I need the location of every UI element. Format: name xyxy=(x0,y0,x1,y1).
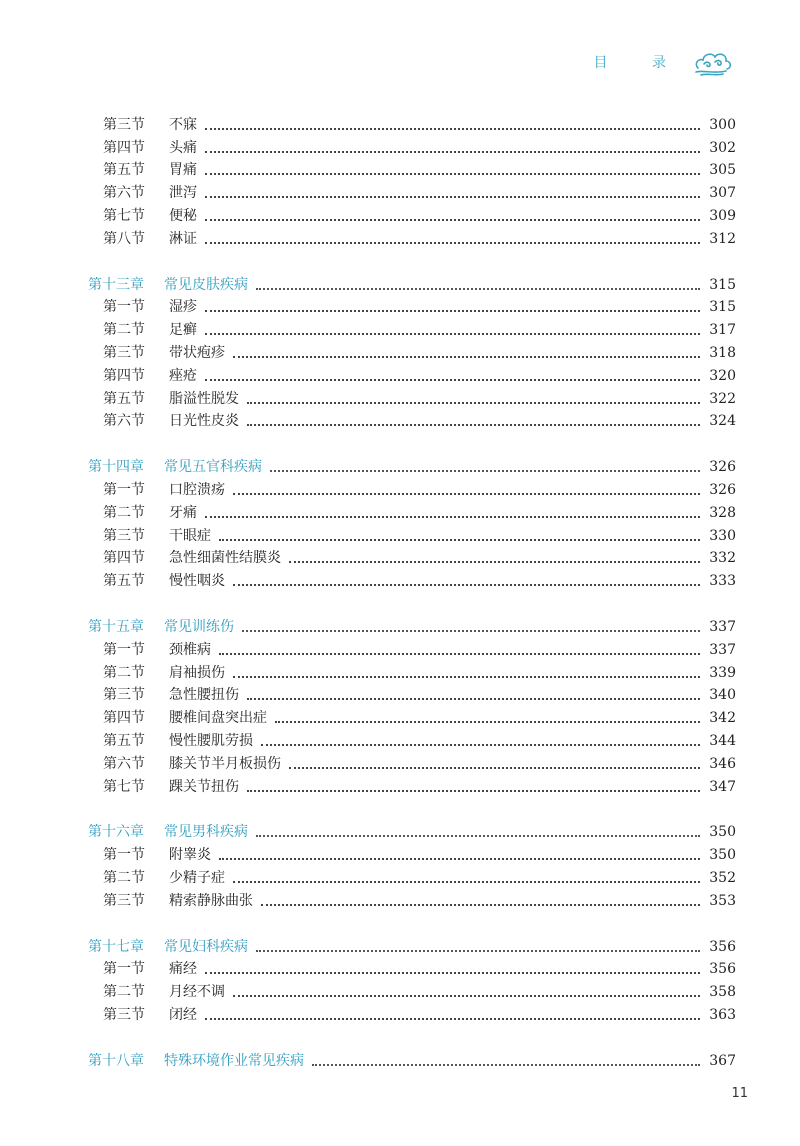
toc-section-entry xyxy=(88,477,736,500)
page-ref: 350 xyxy=(709,824,736,841)
dot-leader xyxy=(256,950,700,952)
toc-section-entry xyxy=(88,1002,736,1025)
page-ref: 312 xyxy=(709,230,736,247)
section-number: 第七节 xyxy=(103,207,145,224)
dot-leader xyxy=(247,790,700,792)
chapter-title: 常见五官科疾病 xyxy=(164,459,262,476)
dot-leader xyxy=(256,835,700,837)
section-number: 第四节 xyxy=(103,367,145,384)
dot-leader xyxy=(219,653,700,655)
section-number: 第四节 xyxy=(103,139,145,156)
chapter-title: 特殊环境作业常见疾病 xyxy=(164,1052,304,1069)
section-title: 慢性咽炎 xyxy=(169,573,225,590)
page-ref: 363 xyxy=(709,1006,736,1023)
toc-section-entry xyxy=(88,295,736,318)
page-ref: 307 xyxy=(709,185,736,202)
header-title: 目 录 xyxy=(593,55,686,71)
section-number: 第二节 xyxy=(103,664,145,681)
toc-section-entry xyxy=(88,409,736,432)
dot-leader xyxy=(205,242,700,244)
page-ref: 309 xyxy=(709,207,736,224)
page-ref: 337 xyxy=(709,618,736,635)
toc-section-entry xyxy=(88,203,736,226)
toc-section-entry xyxy=(88,957,736,980)
section-number: 第三节 xyxy=(103,892,145,909)
dot-leader xyxy=(312,1064,700,1066)
toc-section-entry xyxy=(88,386,736,409)
toc-section-entry xyxy=(88,112,736,135)
dot-leader xyxy=(205,379,700,381)
toc-chapter-entry xyxy=(88,454,736,477)
section-title: 急性腰扭伤 xyxy=(169,687,239,704)
toc-section-entry xyxy=(88,500,736,523)
toc-section-entry xyxy=(88,865,736,888)
section-number: 第四节 xyxy=(103,550,145,567)
page-ref: 320 xyxy=(709,367,736,384)
section-number: 第六节 xyxy=(103,413,145,430)
toc-section-entry xyxy=(88,705,736,728)
section-title: 肩袖损伤 xyxy=(169,664,225,681)
toc-chapter-entry xyxy=(88,934,736,957)
dot-leader xyxy=(256,288,700,290)
section-number: 第一节 xyxy=(103,961,145,978)
page-ref: 339 xyxy=(709,664,736,681)
page-ref: 326 xyxy=(709,459,736,476)
page-ref: 340 xyxy=(709,687,736,704)
toc-section-entry xyxy=(88,340,736,363)
toc-section-entry xyxy=(88,774,736,797)
dot-leader xyxy=(205,173,700,175)
section-number: 第二节 xyxy=(103,322,145,339)
page-ref: 318 xyxy=(709,344,736,361)
section-title: 脂溢性脱发 xyxy=(169,390,239,407)
chapter-number: 第十四章 xyxy=(88,459,144,476)
section-title: 膝关节半月板损伤 xyxy=(169,755,281,772)
dot-leader xyxy=(275,721,700,723)
toc-chapter-entry xyxy=(88,272,736,295)
dot-leader xyxy=(233,676,700,678)
page-ref: 302 xyxy=(709,139,736,156)
section-number: 第二节 xyxy=(103,504,145,521)
dot-leader xyxy=(219,858,700,860)
section-title: 附睾炎 xyxy=(169,847,211,864)
page-ref: 337 xyxy=(709,641,736,658)
section-title: 少精子症 xyxy=(169,869,225,886)
section-number: 第七节 xyxy=(103,778,145,795)
chapter-number: 第十五章 xyxy=(88,618,144,635)
chapter-title: 常见妇科疾病 xyxy=(164,938,248,955)
section-title: 急性细菌性结膜炎 xyxy=(169,550,281,567)
toc-section-entry xyxy=(88,317,736,340)
chapter-number: 第十六章 xyxy=(88,824,144,841)
toc-section-entry xyxy=(88,683,736,706)
toc-chapter-entry xyxy=(88,614,736,637)
dot-leader xyxy=(233,356,700,358)
page-ref: 317 xyxy=(709,322,736,339)
dot-leader xyxy=(242,630,700,632)
section-number: 第三节 xyxy=(103,1006,145,1023)
page-ref: 367 xyxy=(709,1052,736,1069)
page-ref: 342 xyxy=(709,710,736,727)
section-title: 痤疮 xyxy=(169,367,197,384)
section-title: 淋证 xyxy=(169,230,197,247)
toc-section-entry xyxy=(88,568,736,591)
toc-chapter-entry xyxy=(88,1048,736,1071)
toc-section-entry xyxy=(88,226,736,249)
page-ref: 330 xyxy=(709,527,736,544)
dot-leader xyxy=(247,698,700,700)
page-ref: 324 xyxy=(709,413,736,430)
dot-leader xyxy=(233,995,700,997)
section-number: 第三节 xyxy=(103,344,145,361)
page-ref: 333 xyxy=(709,573,736,590)
dot-leader xyxy=(205,333,700,335)
section-number: 第三节 xyxy=(103,527,145,544)
toc-section-entry xyxy=(88,979,736,1002)
section-title: 闭经 xyxy=(169,1006,197,1023)
running-header xyxy=(594,46,734,78)
section-title: 踝关节扭伤 xyxy=(169,778,239,795)
page-number: 11 xyxy=(731,1086,748,1101)
chapter-number: 第十三章 xyxy=(88,276,144,293)
chapter-title: 常见男科疾病 xyxy=(164,824,248,841)
section-title: 便秘 xyxy=(169,207,197,224)
section-number: 第八节 xyxy=(103,230,145,247)
dot-leader xyxy=(205,151,700,153)
section-number: 第二节 xyxy=(103,869,145,886)
toc-section-entry xyxy=(88,523,736,546)
page-ref: 305 xyxy=(709,162,736,179)
toc-section-entry xyxy=(88,728,736,751)
dot-leader xyxy=(219,539,700,541)
page-ref: 358 xyxy=(709,984,736,1001)
section-title: 月经不调 xyxy=(169,984,225,1001)
page-ref: 356 xyxy=(709,961,736,978)
toc-section-entry xyxy=(88,751,736,774)
toc-section-entry xyxy=(88,842,736,865)
toc-section-entry xyxy=(88,888,736,911)
section-title: 湿疹 xyxy=(169,299,197,316)
page-ref: 326 xyxy=(709,481,736,498)
page-ref: 315 xyxy=(709,276,736,293)
section-number: 第四节 xyxy=(103,710,145,727)
dot-leader xyxy=(270,470,700,472)
section-title: 带状疱疹 xyxy=(169,344,225,361)
page-ref: 315 xyxy=(709,299,736,316)
chapter-title: 常见皮肤疾病 xyxy=(164,276,248,293)
section-title: 泄泻 xyxy=(169,185,197,202)
toc-section-entry xyxy=(88,180,736,203)
toc-section-entry xyxy=(88,135,736,158)
cloud-swirl-icon xyxy=(692,46,734,78)
section-title: 腰椎间盘突出症 xyxy=(169,710,267,727)
section-number: 第一节 xyxy=(103,847,145,864)
section-number: 第一节 xyxy=(103,299,145,316)
toc-section-entry xyxy=(88,637,736,660)
section-number: 第五节 xyxy=(103,390,145,407)
page-ref: 346 xyxy=(709,755,736,772)
page-ref: 353 xyxy=(709,892,736,909)
section-number: 第六节 xyxy=(103,755,145,772)
page-ref: 328 xyxy=(709,504,736,521)
page-ref: 344 xyxy=(709,732,736,749)
section-number: 第二节 xyxy=(103,984,145,1001)
dot-leader xyxy=(205,1018,700,1020)
section-title: 日光性皮炎 xyxy=(169,413,239,430)
section-title: 不寐 xyxy=(169,116,197,133)
dot-leader xyxy=(247,402,700,404)
section-number: 第五节 xyxy=(103,573,145,590)
section-number: 第三节 xyxy=(103,116,145,133)
page-ref: 356 xyxy=(709,938,736,955)
chapter-number: 第十八章 xyxy=(88,1052,144,1069)
section-title: 足癣 xyxy=(169,322,197,339)
section-title: 胃痛 xyxy=(169,162,197,179)
dot-leader xyxy=(233,493,700,495)
page-ref: 352 xyxy=(709,869,736,886)
dot-leader xyxy=(205,310,700,312)
section-title: 颈椎病 xyxy=(169,641,211,658)
chapter-title: 常见训练伤 xyxy=(164,618,234,635)
section-number: 第五节 xyxy=(103,162,145,179)
toc-section-entry xyxy=(88,660,736,683)
section-title: 慢性腰肌劳损 xyxy=(169,732,253,749)
toc-section-entry xyxy=(88,546,736,569)
section-title: 干眼症 xyxy=(169,527,211,544)
section-number: 第一节 xyxy=(103,641,145,658)
toc-chapter-entry xyxy=(88,820,736,843)
dot-leader xyxy=(289,767,700,769)
dot-leader xyxy=(233,584,700,586)
page-ref: 300 xyxy=(709,116,736,133)
dot-leader xyxy=(205,972,700,974)
page-ref: 347 xyxy=(709,778,736,795)
section-number: 第六节 xyxy=(103,185,145,202)
table-of-contents xyxy=(88,112,736,1071)
toc-section-entry xyxy=(88,363,736,386)
dot-leader xyxy=(205,128,700,130)
dot-leader xyxy=(289,561,700,563)
dot-leader xyxy=(205,196,700,198)
section-title: 头痛 xyxy=(169,139,197,156)
dot-leader xyxy=(261,904,700,906)
section-number: 第三节 xyxy=(103,687,145,704)
dot-leader xyxy=(205,219,700,221)
page-ref: 322 xyxy=(709,390,736,407)
section-title: 口腔溃疡 xyxy=(169,481,225,498)
toc-section-entry xyxy=(88,158,736,181)
section-number: 第五节 xyxy=(103,732,145,749)
chapter-number: 第十七章 xyxy=(88,938,144,955)
dot-leader xyxy=(247,424,700,426)
dot-leader xyxy=(205,516,700,518)
page-ref: 332 xyxy=(709,550,736,567)
section-title: 痛经 xyxy=(169,961,197,978)
section-title: 牙痛 xyxy=(169,504,197,521)
page-ref: 350 xyxy=(709,847,736,864)
dot-leader xyxy=(261,744,700,746)
section-title: 精索静脉曲张 xyxy=(169,892,253,909)
dot-leader xyxy=(233,881,700,883)
section-number: 第一节 xyxy=(103,481,145,498)
